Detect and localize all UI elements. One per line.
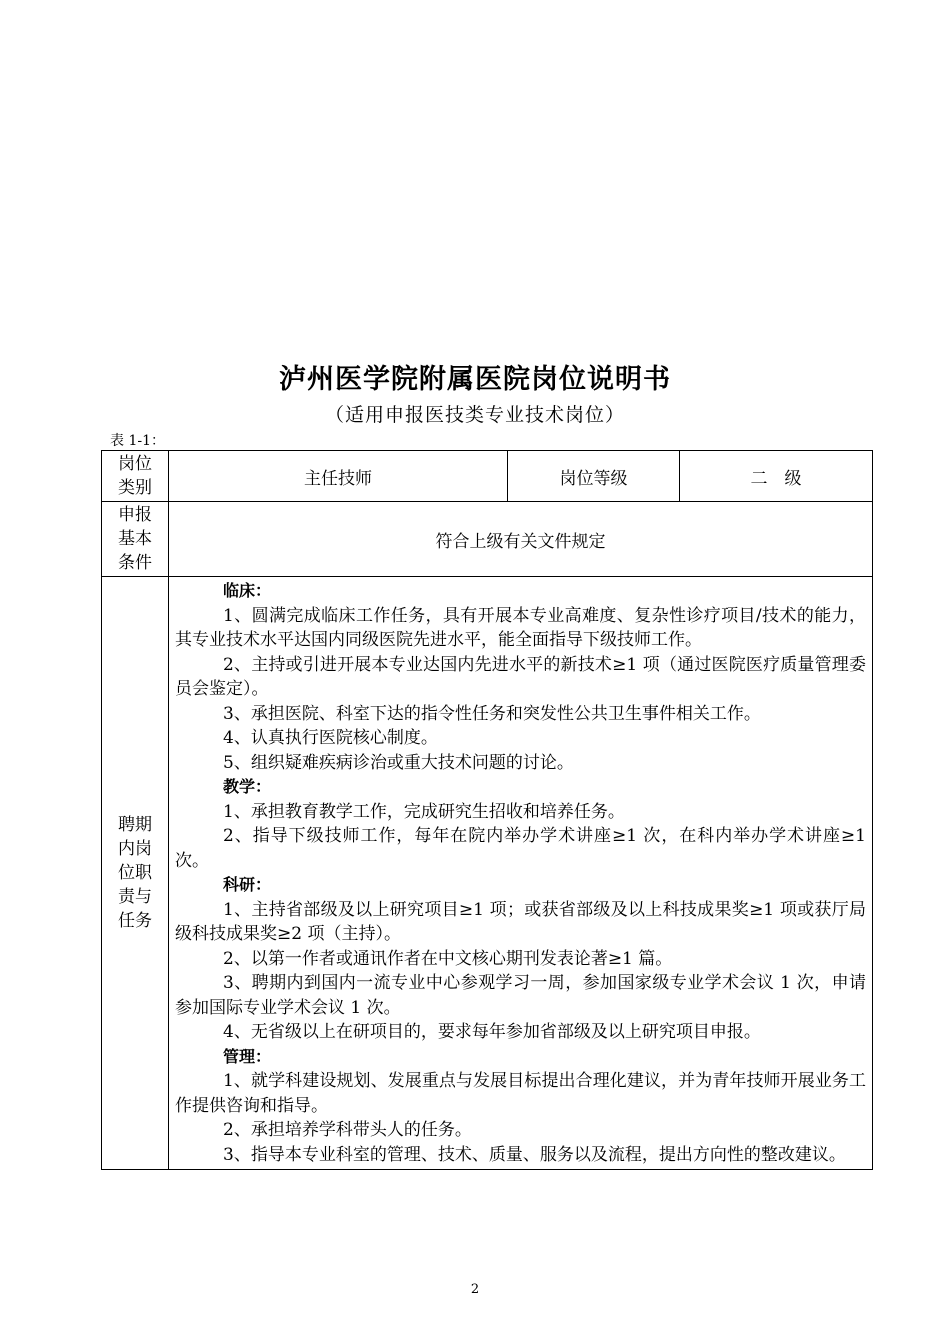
- position-table: [101, 450, 873, 1170]
- basic-conditions-label: 申报 基本 条件: [102, 502, 169, 577]
- position-category-value: 主任技师: [169, 451, 508, 502]
- list-item: 4、无省级以上在研项目的，要求每年参加省部级及以上研究项目申报。: [223, 1022, 761, 1042]
- position-grade-label: 岗位等级: [508, 451, 680, 502]
- basic-conditions-value: 符合上级有关文件规定: [169, 502, 873, 577]
- list-item: 4、认真执行医院核心制度。: [223, 728, 438, 748]
- list-item: 1、就学科建设规划、发展重点与发展目标提出合理化建议，并为青年技师开展业务工作提供咨询和指导。: [175, 1071, 866, 1116]
- position-category-label: 岗位 类别: [102, 451, 169, 502]
- position-grade-value: 二 级: [680, 451, 873, 502]
- document-subtitle: （适用申报医技类专业技术岗位）: [324, 404, 625, 426]
- list-item: 1、承担教育教学工作，完成研究生招收和培养任务。: [223, 801, 625, 822]
- table-label: 表 1-1：: [110, 433, 165, 449]
- document-title: 泸州医学院附属医院岗位说明书: [279, 364, 671, 395]
- row-position-category: [102, 451, 873, 502]
- duties-label: 聘期 内岗 位职 责与 任务: [102, 577, 169, 1170]
- page-number: 2: [470, 1282, 480, 1297]
- list-item: 2、以第一作者或通讯作者在中文核心期刊发表论著≥1 篇。: [223, 948, 673, 969]
- list-item: 3、聘期内到国内一流专业中心参观学习一周，参加国家级专业学术会议 1 次，申请参加国际专业学术会议 1 次。: [175, 973, 866, 1018]
- list-item: 3、指导本专业科室的管理、技术、质量、服务以及流程，提出方向性的整改建议。: [223, 1144, 846, 1165]
- section-heading-management: 管理：: [223, 1046, 272, 1066]
- section-heading-teaching: 教学：: [223, 777, 272, 796]
- list-item: 3、承担医院、科室下达的指令性任务和突发性公共卫生事件相关工作。: [223, 703, 761, 724]
- list-item: 2、指导下级技师工作，每年在院内举办学术讲座≥1 次，在科内举办学术讲座≥1 次。: [175, 826, 866, 871]
- list-item: 2、承担培养学科带头人的任务。: [223, 1120, 472, 1140]
- list-item: 2、主持或引进开展本专业达国内先进水平的新技术≥1 项（通过医院医疗质量管理委员会鉴定）。: [175, 654, 866, 699]
- section-heading-research: 科研：: [223, 875, 272, 894]
- list-item: 1、圆满完成临床工作任务，具有开展本专业高难度、复杂性诊疗项目/技术的能力，其专业技术水平达国内同级医院先进水平，能全面指导下级技师工作。: [175, 605, 866, 650]
- row-duties: [102, 577, 873, 1170]
- list-item: 5、组织疑难疾病诊治或重大技术问题的讨论。: [223, 752, 574, 773]
- row-basic-conditions: [102, 502, 873, 577]
- duties-content: [169, 577, 873, 1170]
- list-item: 1、主持省部级及以上研究项目≥1 项；或获省部级及以上科技成果奖≥1 项或获厅局级科技成果奖≥2 项（主持）。: [175, 899, 866, 944]
- section-heading-clinical: 临床：: [223, 581, 272, 600]
